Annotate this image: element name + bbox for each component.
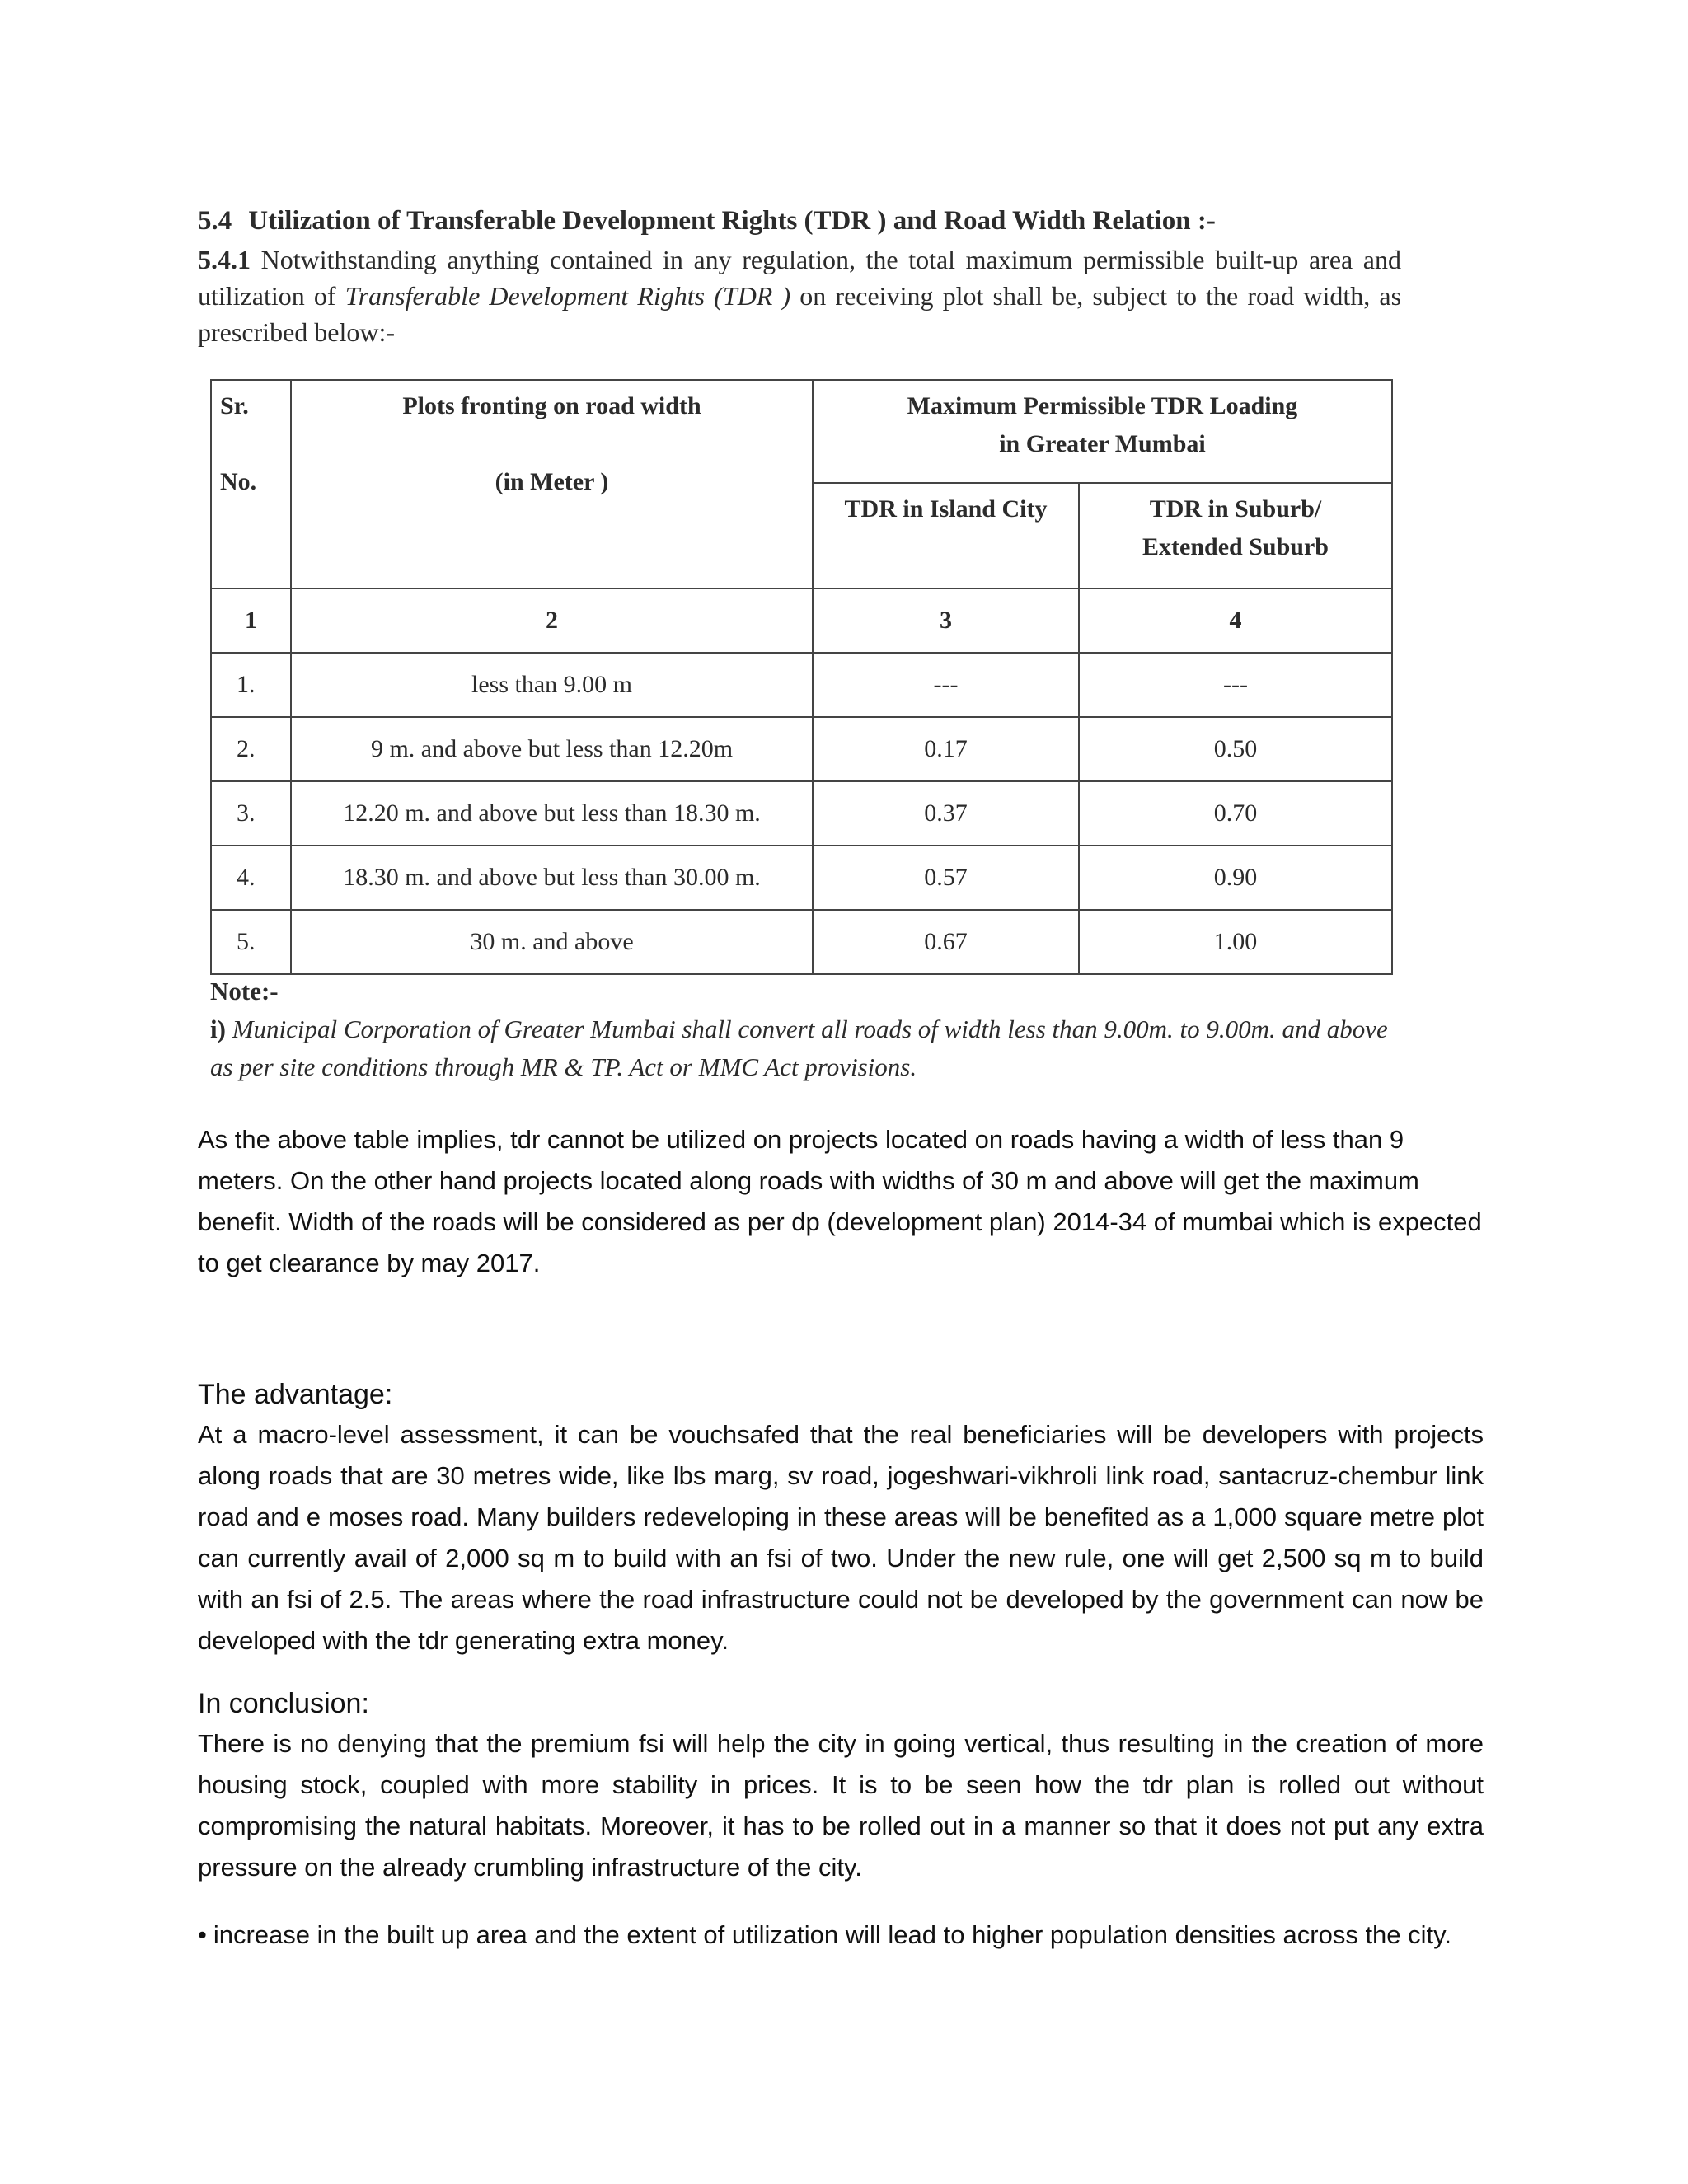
clause-italic-term: Transferable Development Rights (TDR ) <box>345 281 791 311</box>
cell-sr: 4. <box>211 846 291 910</box>
section-heading <box>198 206 1216 237</box>
note-number: i) <box>210 1015 226 1043</box>
column-index: 2 <box>291 588 813 653</box>
cell-tdr-suburb: 0.90 <box>1079 846 1392 910</box>
clause-text-start: Notwithstanding anything contained in any regulation, the total maximum permissible built-up area and utilization of <box>198 245 1402 311</box>
cell-tdr-island: 0.57 <box>813 846 1079 910</box>
paragraph-advantage: At a macro-level assessment, it can be vouchsafed that the real beneficiaries will be developers with projects along roads that are 30 metres wide, like lbs marg, sv road, jogeshwari-vikhroli link road, santacruz-chembur link road and e moses road. Many builders redeveloping in these areas will be benefited as a 1,000 square metre plot can currently avail of 2,000 sq m to build with an fsi of two. Under the new rule, one will get 2,500 sq m to build with an fsi of 2.5. The areas where the road infrastructure could not be developed by the government can now be developed with the tdr generating extra money. <box>198 1420 1484 1655</box>
cell-road-width: 18.30 m. and above but less than 30.00 m. <box>291 846 813 910</box>
clause-5-4-1 <box>198 241 1401 350</box>
note-text: Municipal Corporation of Greater Mumbai shall convert all roads of width less than 9.00m. to 9.00m. and above as per site conditions through MR & TP. Act or MMC Act provisions. <box>210 1015 1388 1081</box>
cell-tdr-island: 0.37 <box>813 781 1079 846</box>
table-row <box>211 717 1392 781</box>
cell-road-width: 9 m. and above but less than 12.20m <box>291 717 813 781</box>
cell-sr: 3. <box>211 781 291 846</box>
header-plots-road-width: Plots fronting on road width (in Meter ) <box>291 380 813 588</box>
cell-tdr-island: 0.17 <box>813 717 1079 781</box>
column-index: 3 <box>813 588 1079 653</box>
tdr-loading-table <box>210 379 1393 975</box>
cell-tdr-island: 0.67 <box>813 910 1079 974</box>
paragraph-conclusion: There is no denying that the premium fsi will help the city in going vertical, thus resulting in the creation of more housing stock, coupled with more stability in prices. It is to be seen how the tdr plan is rolled out without compromising the natural habitats. Moreover, it has to be rolled out in a manner so that it does not put any extra pressure on the already crumbling infrastructure of the city. <box>198 1729 1484 1882</box>
heading-advantage: The advantage: <box>198 1379 393 1410</box>
cell-tdr-suburb: 0.70 <box>1079 781 1392 846</box>
table-row <box>211 846 1392 910</box>
note-label: Note:- <box>210 977 279 1005</box>
table-row <box>211 910 1392 974</box>
cell-tdr-suburb: --- <box>1079 653 1392 717</box>
table-row <box>211 781 1392 846</box>
bullet-item <box>198 1920 1451 1950</box>
section-number: 5.4 <box>198 206 232 236</box>
cell-sr: 2. <box>211 717 291 781</box>
header-tdr-island-city: TDR in Island City <box>813 483 1079 588</box>
cell-road-width: 12.20 m. and above but less than 18.30 m. <box>291 781 813 846</box>
header-sr-no: Sr. No. <box>211 380 291 588</box>
cell-sr: 1. <box>211 653 291 717</box>
column-index: 1 <box>211 588 291 653</box>
column-index: 4 <box>1079 588 1392 653</box>
section-title: Utilization of Transferable Development Rights (TDR ) and Road Width Relation :- <box>248 206 1216 236</box>
cell-tdr-suburb: 1.00 <box>1079 910 1392 974</box>
header-max-permissible-tdr: Maximum Permissible TDR Loading in Greater Mumbai <box>813 380 1392 483</box>
column-index-row <box>211 588 1392 653</box>
clause-number: 5.4.1 <box>198 245 251 274</box>
table-note <box>210 972 1414 1086</box>
bullet-icon: • <box>198 1920 207 1949</box>
cell-road-width: less than 9.00 m <box>291 653 813 717</box>
paragraph-tdr-implications: As the above table implies, tdr cannot be utilized on projects located on roads having a width of less than 9 meters. On the other hand projects located along roads with widths of 30 m and above will get the maximum benefit. Width of the roads will be considered as per dp (development plan) 2014-34 of mumbai which is expected to get clearance by may 2017. <box>198 1125 1482 1277</box>
cell-tdr-island: --- <box>813 653 1079 717</box>
clause-text-end: on receiving plot shall be, subject to the road width, as prescribed below:- <box>198 281 1402 347</box>
heading-conclusion: In conclusion: <box>198 1688 369 1719</box>
cell-tdr-suburb: 0.50 <box>1079 717 1392 781</box>
header-tdr-suburb: TDR in Suburb/ Extended Suburb <box>1079 483 1392 588</box>
bullet-text: increase in the built up area and the extent of utilization will lead to higher population densities across the city. <box>213 1920 1451 1949</box>
cell-road-width: 30 m. and above <box>291 910 813 974</box>
cell-sr: 5. <box>211 910 291 974</box>
table-row <box>211 653 1392 717</box>
